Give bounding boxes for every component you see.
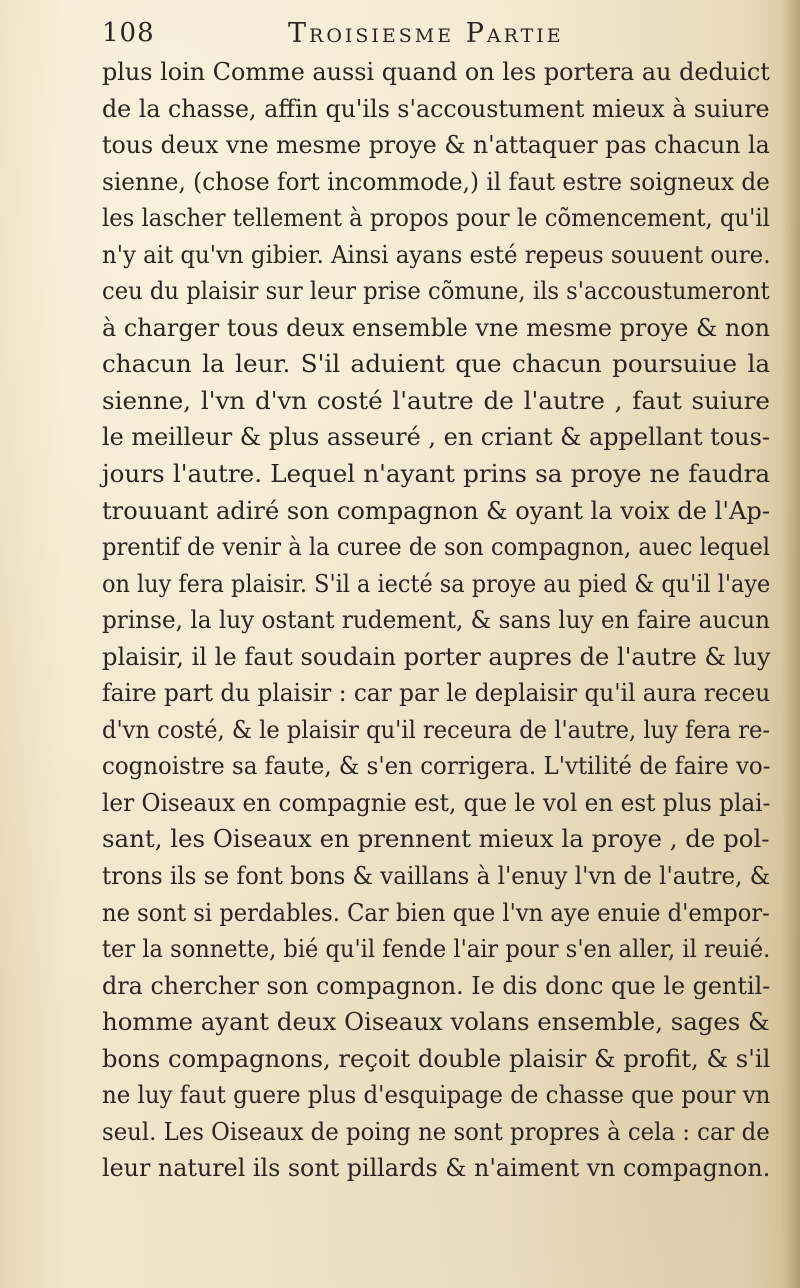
text-line: ter la sonnette, bié qu'il fende l'air pour s'en aller, il reuié. bbox=[102, 934, 771, 964]
text-line: plaisir, il le faut soudain porter aupres de l'autre & luy bbox=[102, 641, 771, 671]
text-line: seul. Les Oiseaux de poing ne sont propres à cela : car de bbox=[102, 1116, 770, 1146]
text-line: sienne, (chose fort incommode,) il faut estre soigneux de bbox=[102, 166, 770, 196]
text-line: trons ils se font bons & vaillans à l'enuy l'vn de l'autre, & bbox=[102, 861, 771, 891]
text-line: on luy fera plaisir. S'il a iecté sa proye au pied & qu'il l'aye bbox=[102, 568, 771, 598]
body-text bbox=[102, 54, 770, 1187]
binding-gutter bbox=[782, 0, 800, 1288]
text-line: à charger tous deux ensemble vne mesme proye & non bbox=[102, 312, 771, 342]
text-line: ceu du plaisir sur leur prise cõmune, ils s'accoustumeront bbox=[102, 276, 770, 306]
text-line: sant, les Oiseaux en prennent mieux la proye , de pol- bbox=[102, 824, 770, 854]
text-line: leur naturel ils sont pillards & n'aiment vn compagnon. bbox=[102, 1153, 771, 1183]
text-line: jours l'autre. Lequel n'ayant prins sa proye ne faudra bbox=[102, 459, 770, 489]
text-line: chacun la leur. S'il aduient que chacun poursuiue la bbox=[102, 349, 770, 379]
text-line: ne sont si perdables. Car bien que l'vn aye enuie d'empor- bbox=[102, 897, 770, 927]
text-line: cognoistre sa faute, & s'en corrigera. L'vtilité de faire vo- bbox=[102, 751, 771, 781]
text-line: tous deux vne mesme proye & n'attaquer pas chacun la bbox=[102, 130, 770, 160]
text-line: prentif de venir à la curee de son compagnon, auec lequel bbox=[102, 532, 770, 562]
text-line: bons compagnons, reçoit double plaisir & profit, & s'il bbox=[102, 1043, 771, 1073]
page-header bbox=[102, 14, 782, 50]
page-number: 108 bbox=[102, 18, 155, 48]
text-line: d'vn costé, & le plaisir qu'il receura de l'autre, luy fera re- bbox=[102, 714, 771, 744]
running-title: Troisiesme Partie bbox=[288, 18, 564, 49]
text-line: prinse, la luy ostant rudement, & sans luy en faire aucun bbox=[102, 605, 771, 635]
text-line: les lascher tellement à propos pour le cõmencement, qu'il bbox=[102, 203, 770, 233]
text-line: dra chercher son compagnon. Ie dis donc que le gentil- bbox=[102, 970, 771, 1000]
text-line: homme ayant deux Oiseaux volans ensemble, sages & bbox=[102, 1007, 770, 1037]
text-line: faire part du plaisir : car par le deplaisir qu'il aura receu bbox=[102, 678, 771, 708]
text-line: le meilleur & plus asseuré , en criant & appellant tous- bbox=[102, 422, 770, 452]
text-line: ler Oiseaux en compagnie est, que le vol en est plus plai- bbox=[102, 787, 771, 817]
text-line: plus loin Comme aussi quand on les portera au deduict bbox=[102, 57, 770, 86]
text-line: sienne, l'vn d'vn costé l'autre de l'autre , faut suiure bbox=[102, 385, 770, 415]
text-line: de la chasse, affin qu'ils s'accoustument mieux à suiure bbox=[102, 93, 770, 123]
text-line: trouuant adiré son compagnon & oyant la voix de l'Ap- bbox=[102, 495, 770, 525]
text-line: n'y ait qu'vn gibier. Ainsi ayans esté repeus souuent oure. bbox=[102, 239, 771, 269]
text-line: ne luy faut guere plus d'esquipage de chasse que pour vn bbox=[102, 1080, 771, 1110]
